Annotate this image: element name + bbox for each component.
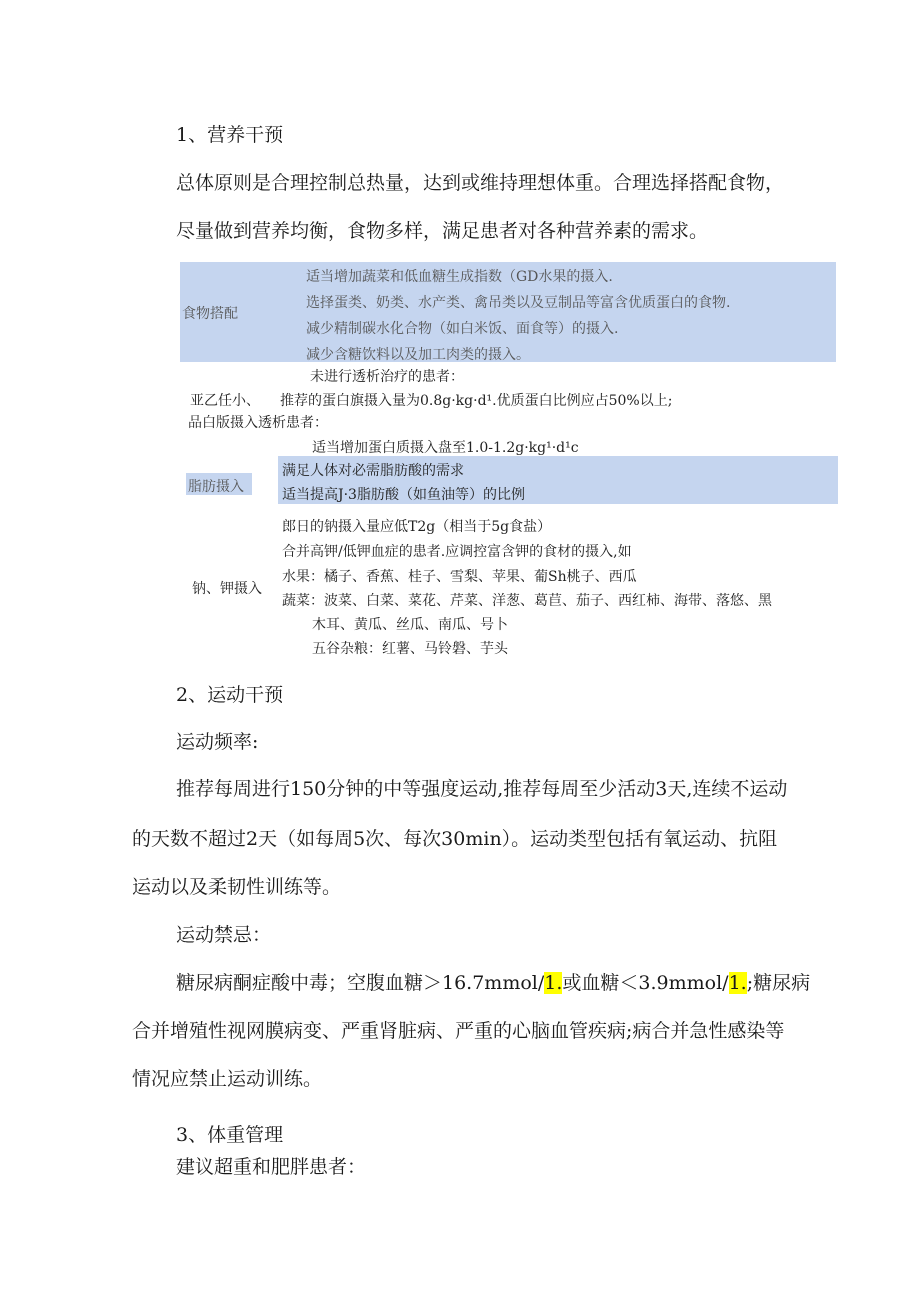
section-1-heading: 1、营养干预 [176, 124, 284, 146]
protein-line-c: 适当增加蛋白质摄入盘至1.0-1.2g·kg¹·d¹c [312, 440, 579, 456]
sodium-line: 水果：橘子、香蕉、桂子、雪梨、苹果、葡Sh桃子、西瓜 [282, 569, 637, 585]
sodium-line: 蔬菜：波菜、白菜、菜花、芹菜、洋葱、葛苣、茄子、西红柿、海带、落悠、黑 [282, 593, 772, 609]
sodium-line: 郎日的钠摄入量应低T2g（相当于5g食盐） [282, 519, 552, 535]
fat-item: 满足人体对必需脂肪酸的需求 [282, 463, 464, 479]
food-item: 减少精制碳水化合物（如白米饭、面食等）的摄入. [306, 321, 619, 337]
sodium-line: 木耳、黄瓜、丝瓜、南瓜、号卜 [312, 617, 508, 633]
sodium-label: 钠、钾摄入 [192, 581, 262, 597]
freq-line-1: 推荐每周进行150分钟的中等强度运动,推荐每周至少活动3天,连续不运动 [176, 778, 788, 800]
highlight-mark: 1. [544, 972, 563, 994]
fat-label: 脂肪摄入 [188, 479, 244, 495]
food-item: 选择蛋类、奶类、水产类、禽吊类以及豆制品等富含优质蛋白的食物. [306, 295, 731, 311]
sodium-line: 合并高钾/低钾血症的患者.应调控富含钾的食材的摄入,如 [282, 544, 632, 560]
section-3-heading: 3、体重管理 [176, 1124, 284, 1146]
protein-label-line-1: 亚乙任小、 [190, 393, 260, 409]
freq-line-2: 的天数不超过2天（如每周5次、每次30min）。运动类型包括有氧运动、抗阻 [132, 828, 778, 850]
fat-item: 适当提高J·3脂肪酸（如鱼油等）的比例 [282, 487, 525, 503]
contra-line-2: 合并增殖性视网膜病变、严重肾脏病、严重的心脑血管疾病;病合并急性感染等 [132, 1020, 785, 1042]
section-2-heading: 2、运动干预 [176, 684, 284, 706]
section-1-para-line-1: 总体原则是合理控制总热量，达到或维持理想体重。合理选择搭配食物， [176, 172, 785, 194]
contra-label: 运动禁忌： [176, 924, 272, 946]
protein-line-b: 推荐的蛋白旗摄入量为0.8g·kg·d¹.优质蛋白比例应占50%以上; [280, 393, 673, 409]
protein-line-a: 未进行透析治疗的患者： [310, 369, 464, 385]
food-label: 食物搭配 [182, 306, 238, 322]
freq-label: 运动频率: [176, 731, 259, 753]
contra-line-1: 糖尿病酮症酸中毒；空腹血糖＞16.7mmol/1.或血糖＜3.9mmol/1.;糖尿病 [176, 972, 811, 994]
protein-label-line-2: 品白版摄入透析患者： [188, 415, 328, 431]
highlight-mark: 1. [728, 972, 747, 994]
section-3-line-1: 建议超重和肥胖患者： [176, 1156, 367, 1178]
contra-line-3: 情况应禁止运动训练。 [132, 1068, 323, 1090]
sodium-line: 五谷杂粮：红薯、马铃磐、芋头 [312, 641, 508, 657]
freq-line-3: 运动以及柔韧性训练等。 [132, 876, 342, 898]
food-item: 适当增加蔬菜和低血糖生成指数（GD水果的摄入. [306, 269, 613, 285]
food-item: 减少含糖饮料以及加工肉类的摄入。 [306, 347, 530, 363]
section-1-para-line-2: 尽量做到营养均衡，食物多样，满足患者对各种营养素的需求。 [176, 220, 709, 242]
